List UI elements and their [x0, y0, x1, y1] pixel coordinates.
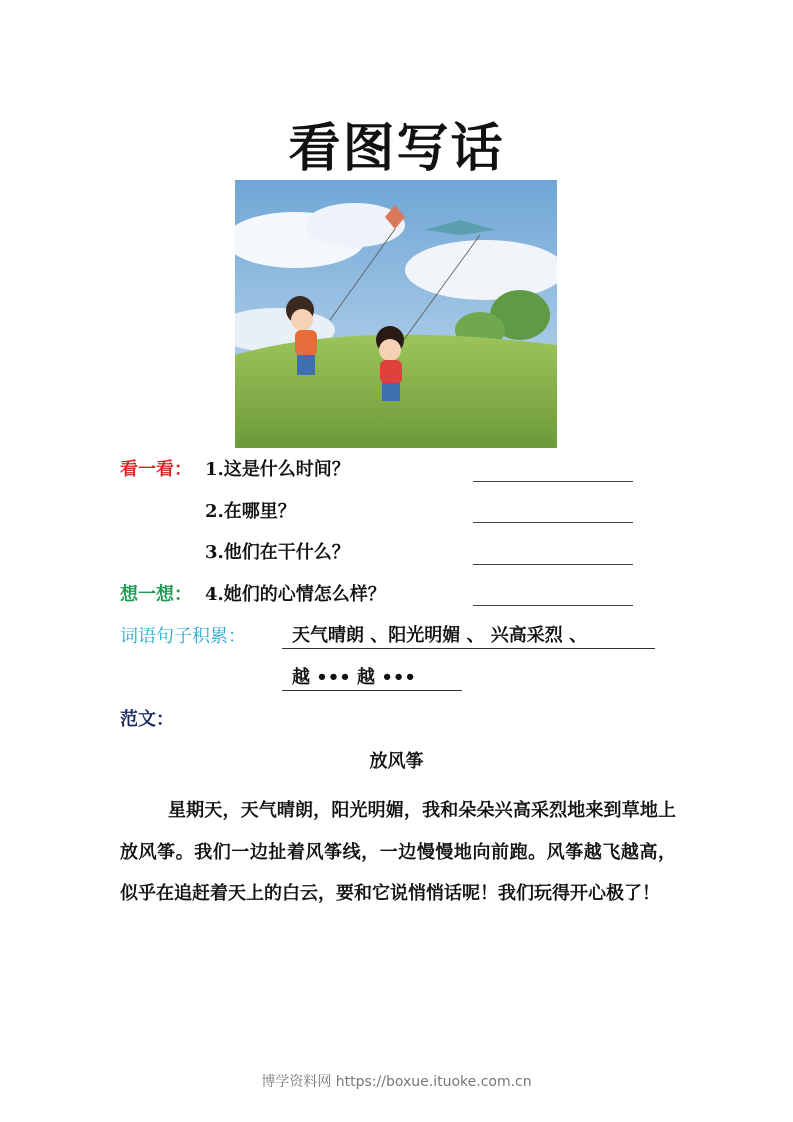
answer-line-1[interactable]: [473, 480, 633, 482]
kite-flying-illustration: [235, 180, 557, 448]
question-1: 1.这是什么时间？: [205, 459, 350, 480]
question-4: 4.她们的心情怎么样？: [205, 584, 386, 605]
vocab-line-1: 天气晴朗 、阳光明媚 、 兴高采烈 、: [282, 624, 655, 649]
answer-line-4[interactable]: [473, 604, 633, 606]
sample-body: 星期天，天气晴朗，阳光明媚，我和朵朵兴高采烈地来到草地上放风筝。我们一边扯着风筝线，一边慢慢地向前跑。风筝越飞越高，似乎在追赶着天上的白云，要和它说悄悄话呢！我们玩得开心极了！: [120, 800, 676, 905]
question-2: 2.在哪里？: [205, 501, 296, 522]
vocab-line-2: 越 ••• 越 •••: [282, 666, 462, 691]
sample-title: 放风筝: [369, 751, 424, 772]
think-label: 想一想：: [120, 584, 192, 605]
look-label: 看一看：: [120, 459, 192, 480]
answer-line-2[interactable]: [473, 521, 633, 523]
footer-watermark: 博学资料网 https://boxue.ituoke.com.cn: [261, 1074, 532, 1090]
question-3: 3.他们在干什么？: [205, 542, 350, 563]
page-title: 看图写话: [288, 119, 505, 179]
answer-line-3[interactable]: [473, 563, 633, 565]
sample-label: 范文：: [120, 709, 174, 730]
vocab-label: 词语句子积累：: [120, 626, 246, 647]
